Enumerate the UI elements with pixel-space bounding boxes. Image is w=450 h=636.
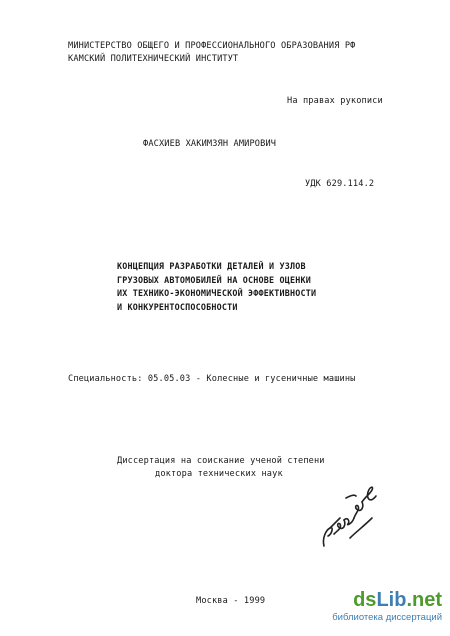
- city-year: Москва - 1999: [196, 596, 266, 606]
- dslib-watermark: [318, 590, 446, 630]
- dslib-logo: dsLib.net: [353, 589, 442, 611]
- handwritten-signature: [310, 478, 390, 558]
- author-name: ФАСХИЕВ ХАКИМЗЯН АМИРОВИЧ: [143, 139, 277, 149]
- degree-line: доктора технических наук: [155, 469, 283, 479]
- degree-line: Диссертация на соискание ученой степени: [117, 456, 325, 466]
- ministry-header: МИНИСТЕРСТВО ОБЩЕГО И ПРОФЕССИОНАЛЬНОГО ОБРАЗОВАНИЯ РФ: [68, 41, 356, 51]
- title-line: ГРУЗОВЫХ АВТОМОБИЛЕЙ НА ОСНОВЕ ОЦЕНКИ: [117, 275, 311, 285]
- institute-header: КАМСКИЙ ПОЛИТЕХНИЧЕСКИЙ ИНСТИТУТ: [68, 54, 239, 64]
- title-line: ИХ ТЕХНИКО-ЭКОНОМИЧЕСКОЙ ЭФФЕКТИВНОСТИ: [117, 288, 317, 298]
- udk-code: УДК 629.114.2: [305, 179, 375, 189]
- title-line: И КОНКУРЕНТОСПОСОБНОСТИ: [117, 302, 238, 312]
- rights-note: На правах рукописи: [287, 96, 383, 106]
- watermark-subtitle: библиотека диссертаций: [332, 612, 442, 623]
- specialty-line: Специальность: 05.05.03 - Колесные и гусеничные машины: [68, 374, 356, 384]
- title-line: КОНЦЕПЦИЯ РАЗРАБОТКИ ДЕТАЛЕЙ И УЗЛОВ: [117, 261, 306, 271]
